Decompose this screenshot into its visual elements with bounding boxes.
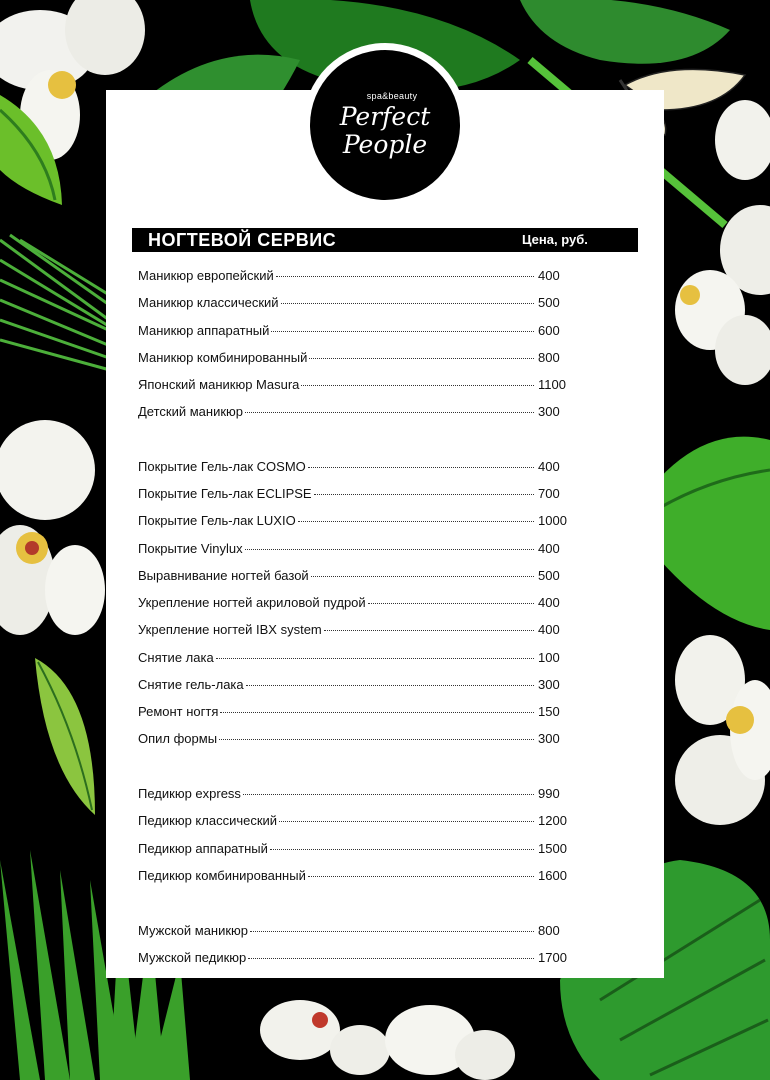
- service-price: 400: [538, 459, 560, 474]
- service-name: Покрытие Гель-лак COSMO: [138, 459, 306, 474]
- service-row: [138, 923, 572, 943]
- service-row: [138, 513, 572, 533]
- service-price: 1700: [538, 950, 567, 965]
- service-price: 1100: [538, 377, 566, 392]
- dot-leader: [301, 385, 534, 386]
- price-column-label: Цена, руб.: [522, 232, 588, 247]
- dot-leader: [245, 549, 534, 550]
- service-name: Покрытие Vinylux: [138, 541, 243, 556]
- brand-tagline: spa&beauty: [366, 91, 418, 101]
- service-price: 400: [538, 622, 560, 637]
- service-name: Снятие лака: [138, 650, 214, 665]
- service-row: [138, 323, 572, 343]
- dot-leader: [281, 303, 534, 304]
- dot-leader: [309, 358, 534, 359]
- service-row: [138, 404, 572, 424]
- dot-leader: [220, 712, 534, 713]
- orchid-right-lower-icon: [675, 635, 770, 825]
- service-name: Маникюр комбинированный: [138, 350, 308, 365]
- service-price: 500: [538, 295, 560, 310]
- service-row: [138, 868, 572, 888]
- service-price: 400: [538, 268, 560, 283]
- dot-leader: [298, 521, 534, 522]
- leaf-left-lower-icon: [35, 658, 95, 815]
- brand-name-line1: Perfect: [339, 102, 431, 131]
- service-row: [138, 622, 572, 642]
- service-name: Педикюр комбинированный: [138, 868, 306, 883]
- service-name: Укрепление ногтей акриловой пудрой: [138, 595, 366, 610]
- service-row: [138, 731, 572, 751]
- service-row: [138, 377, 572, 397]
- dot-leader: [248, 958, 534, 959]
- service-price: 300: [538, 677, 560, 692]
- dot-leader: [308, 467, 534, 468]
- dot-leader: [311, 576, 534, 577]
- dot-leader: [368, 603, 534, 604]
- service-name: Мужской маникюр: [138, 923, 249, 938]
- service-row: [138, 268, 572, 288]
- service-name: Педикюр классический: [138, 813, 278, 828]
- service-name: Педикюр express: [138, 786, 241, 801]
- service-row: [138, 704, 572, 724]
- dot-leader: [308, 876, 534, 877]
- service-name: Выравнивание ногтей базой: [138, 568, 309, 583]
- service-row: [138, 841, 572, 861]
- service-row: [138, 295, 572, 315]
- service-price: 100: [538, 650, 560, 665]
- service-price: 400: [538, 595, 560, 610]
- service-row: [138, 541, 572, 561]
- service-name: Снятие гель-лака: [138, 677, 244, 692]
- service-name: Педикюр аппаратный: [138, 841, 268, 856]
- orchid-bottom-icon: [260, 1000, 515, 1080]
- service-row: [138, 950, 572, 970]
- dot-leader: [276, 276, 534, 277]
- dot-leader: [216, 658, 534, 659]
- dot-leader: [219, 739, 534, 740]
- service-name: Маникюр европейский: [138, 268, 274, 283]
- service-row: [138, 350, 572, 370]
- dot-leader: [243, 794, 534, 795]
- service-name: Маникюр классический: [138, 295, 279, 310]
- dot-leader: [314, 494, 534, 495]
- service-price: 800: [538, 350, 560, 365]
- service-name: Покрытие Гель-лак ECLIPSE: [138, 486, 312, 501]
- dot-leader: [270, 849, 534, 850]
- service-price: 1500: [538, 841, 567, 856]
- service-price: 800: [538, 923, 560, 938]
- service-row: [138, 568, 572, 588]
- service-row: [138, 650, 572, 670]
- service-price: 300: [538, 404, 560, 419]
- brand-name-line2: People: [342, 130, 428, 159]
- service-name: Детский маникюр: [138, 404, 244, 419]
- service-name: Японский маникюр Masura: [138, 377, 300, 392]
- service-price: 990: [538, 786, 560, 801]
- brand-logo-badge: [310, 50, 460, 200]
- service-price: 1200: [538, 813, 567, 828]
- service-row: [138, 486, 572, 506]
- dot-leader: [271, 331, 534, 332]
- dot-leader: [279, 821, 534, 822]
- dot-leader: [324, 630, 534, 631]
- dot-leader: [250, 931, 534, 932]
- service-name: Укрепление ногтей IBX system: [138, 622, 322, 637]
- service-price: 1000: [538, 513, 567, 528]
- service-row: [138, 813, 572, 833]
- service-price: 300: [538, 731, 560, 746]
- service-name: Покрытие Гель-лак LUXIO: [138, 513, 296, 528]
- service-price: 1600: [538, 868, 567, 883]
- dot-leader: [245, 412, 534, 413]
- service-name: Ремонт ногтя: [138, 704, 219, 719]
- orchid-left-middle-icon: [0, 420, 105, 635]
- service-row: [138, 677, 572, 697]
- service-price: 150: [538, 704, 560, 719]
- service-row: [138, 786, 572, 806]
- service-name: Маникюр аппаратный: [138, 323, 270, 338]
- service-name: Мужской педикюр: [138, 950, 247, 965]
- service-row: [138, 459, 572, 479]
- orchid-right-top-icon: [675, 100, 770, 385]
- service-price: 700: [538, 486, 560, 501]
- section-title: НОГТЕВОЙ СЕРВИС: [148, 230, 337, 250]
- brand-logo: [303, 43, 467, 207]
- dot-leader: [246, 685, 534, 686]
- service-price: 500: [538, 568, 560, 583]
- section-header: [132, 228, 638, 252]
- service-row: [138, 595, 572, 615]
- service-name: Опил формы: [138, 731, 218, 746]
- service-price: 400: [538, 541, 560, 556]
- service-price: 600: [538, 323, 560, 338]
